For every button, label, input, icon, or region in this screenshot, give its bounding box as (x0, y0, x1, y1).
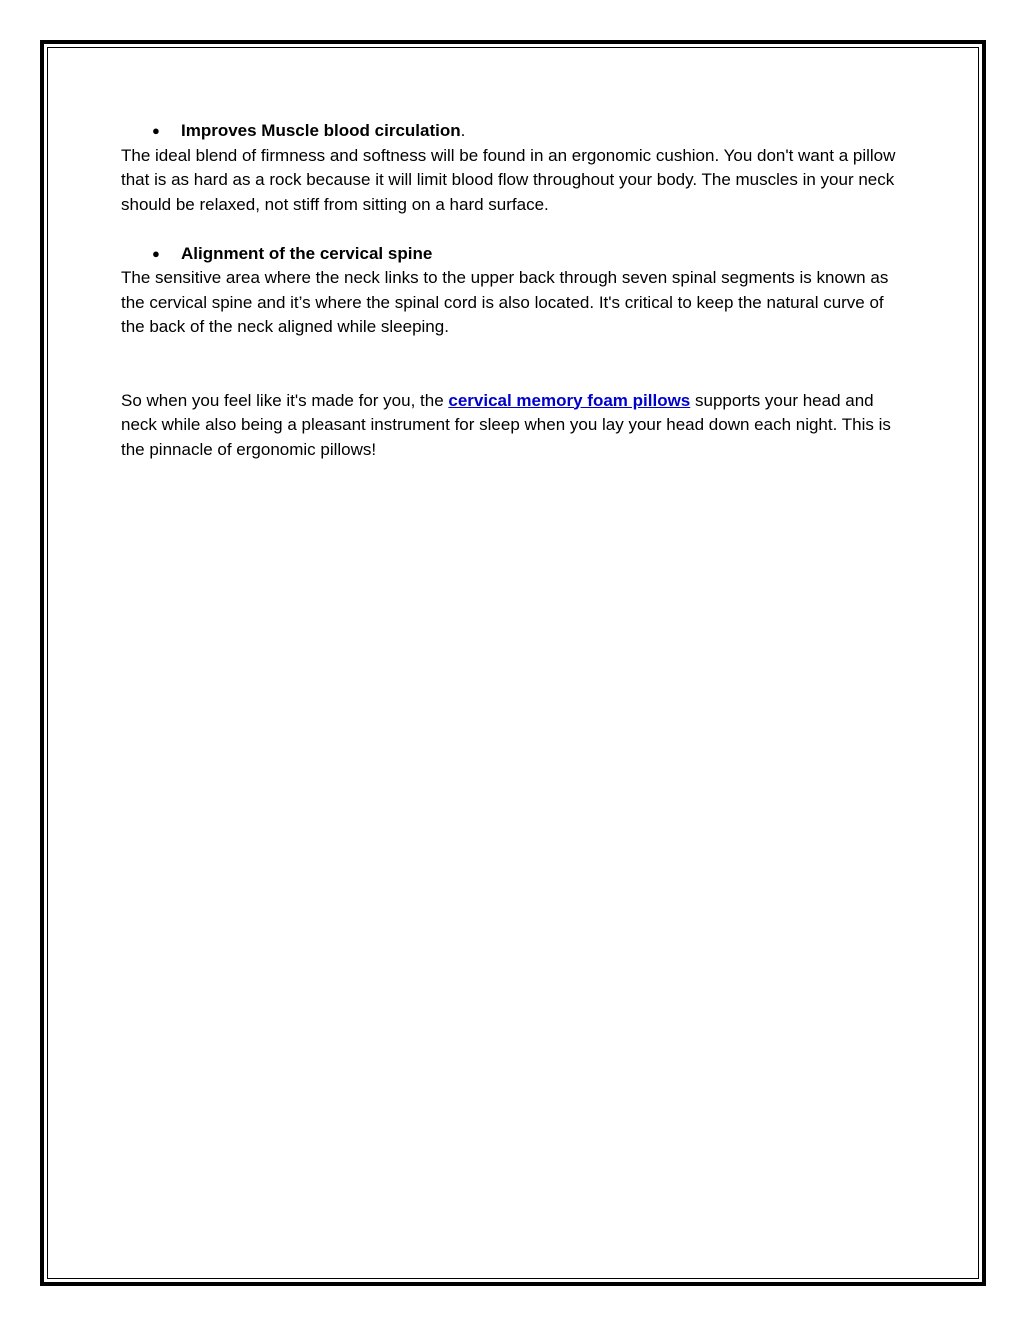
heading-text: Alignment of the cervical spine (181, 243, 433, 263)
bullet-icon: ● (152, 245, 160, 261)
spacer (121, 217, 911, 242)
closing-text-after-link: supports your head and neck while also being a pleasant instrument for sleep when you lay your head down each night. This is the pinnacle of ergonomic pillows! (121, 390, 891, 459)
bullet-heading-spine (121, 242, 911, 267)
paragraph-spine: The sensitive area where the neck links to the upper back through seven spinal segments is known as the cervical spine and it’s where the spinal cord is also located. It's critical to keep the natural curve of the back of the neck aligned while sleeping. (121, 268, 889, 336)
closing-paragraph (121, 389, 911, 463)
cervical-pillows-link[interactable]: cervical memory foam pillows (448, 390, 691, 410)
bullet-icon: ● (152, 123, 160, 138)
heading-trail: . (460, 121, 466, 140)
document-content (121, 119, 911, 462)
paragraph-circulation: The ideal blend of firmness and softness will be found in an ergonomic cushion. You don't want a pillow that is as hard as a rock because it will limit blood flow throughout your body. The muscles in your neck should be relaxed, not stiff from sitting on a hard surface. (121, 145, 896, 214)
spacer (121, 340, 911, 389)
heading-text: Improves Muscle blood circulation (181, 121, 461, 140)
bullet-heading-circulation (121, 119, 911, 144)
closing-text-before-link: So when you feel like it's made for you, the (121, 390, 449, 410)
